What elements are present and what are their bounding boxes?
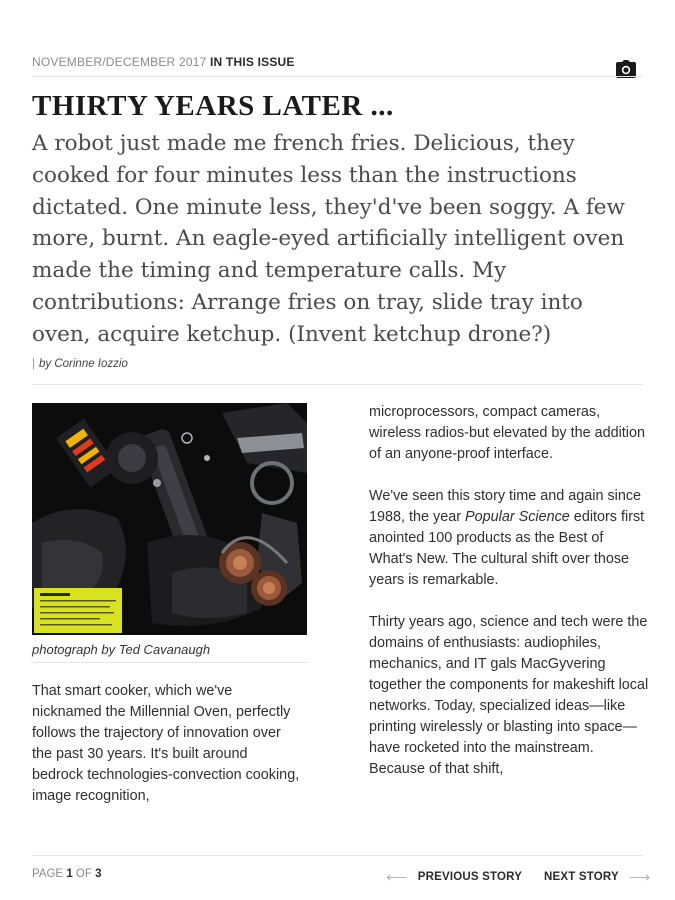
page-of: OF	[75, 868, 92, 880]
issue-date: NOVEMBER/DECEMBER 2017	[32, 55, 207, 69]
next-story-button[interactable]	[544, 868, 651, 886]
right-paragraph-2	[369, 486, 649, 591]
right-paragraph-3: Thirty years ago, science and tech were the domains of enthusiasts: audiophiles, mechanics, and IT gals MacGyvering together the components for makeshift local networks. Today, specialized ideas—like printing wirelessly or blasting into space—have rocketed into the mainstream. Because of that shift,	[369, 614, 649, 777]
left-paragraph: That smart cooker, which we've nicknamed the Millennial Oven, perfectly follows the trajectory of innovation over the past 30 years. It's built around bedrock technologies-convection cooking, image recognition,	[32, 683, 300, 804]
page-label: PAGE	[32, 868, 64, 880]
header-divider	[32, 76, 643, 77]
byline-divider	[32, 384, 643, 385]
byline-pipe: |	[32, 358, 35, 370]
article-title: THIRTY YEARS LATER ...	[32, 90, 394, 122]
page-indicator	[32, 868, 102, 880]
previous-story-label: PREVIOUS STORY	[417, 871, 523, 883]
page-total: 3	[95, 868, 102, 880]
camera-icon[interactable]	[612, 57, 640, 81]
right-paragraph-1: microprocessors, compact cameras, wireless radios-but elevated by the addition of an anyone-proof interface.	[369, 404, 645, 462]
issue-header	[32, 55, 642, 69]
page-current: 1	[66, 868, 73, 880]
right-paragraph-2-start: We've seen this story time and again since 1988, the year	[369, 488, 642, 525]
footer-divider	[32, 855, 643, 856]
article-photo[interactable]	[32, 403, 307, 635]
next-story-label: NEXT STORY	[544, 871, 619, 883]
right-paragraph-2-end: editors first anointed 100 products as the Best of What's New. The cultural shift over those years is remarkable.	[369, 509, 645, 588]
arrow-right-icon: ⟶	[628, 869, 651, 886]
previous-story-button[interactable]	[386, 868, 522, 886]
article-dek: A robot just made me french fries. Delicious, they cooked for four minutes less than the instructions dictated. One minute less, they'd've been soggy. A few more, burnt. An eagle-eyed artificially intelligent oven made the timing and temperature calls. My contributions: Arrange fries on tray, slide tray into oven, acquire ketchup. (Invent ketchup drone?)	[32, 131, 625, 347]
byline-author: by Corinne Iozzio	[39, 358, 128, 370]
section-label[interactable]: IN THIS ISSUE	[210, 55, 295, 69]
left-column	[32, 681, 302, 807]
arrow-left-icon: ⟵	[386, 869, 408, 886]
magazine-name: Popular Science	[465, 509, 570, 525]
right-column	[369, 402, 649, 780]
caption-divider	[32, 662, 308, 663]
byline	[32, 358, 128, 370]
photo-caption: photograph by Ted Cavanaugh	[32, 642, 211, 657]
